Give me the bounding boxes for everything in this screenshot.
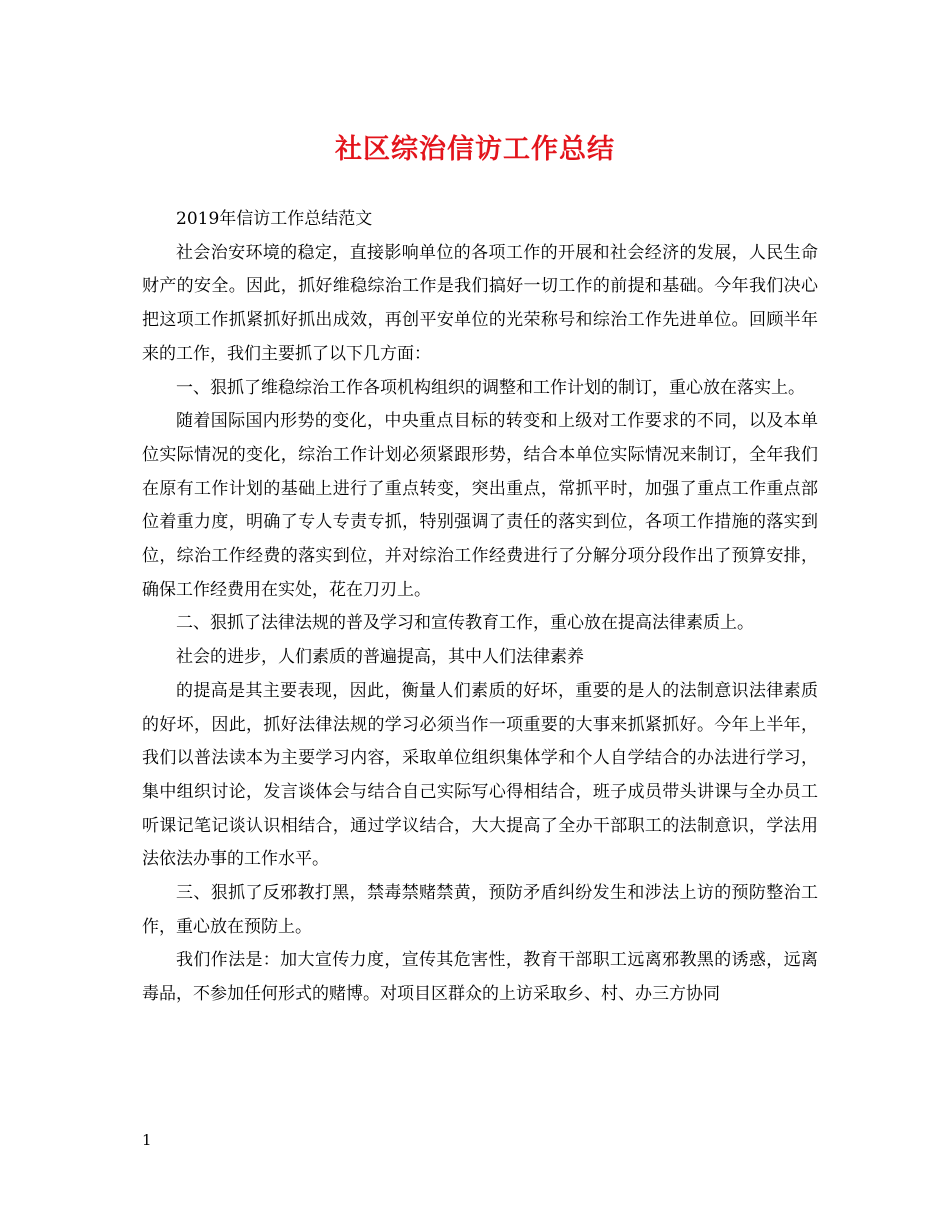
paragraph-section-3-body: 我们作法是：加大宣传力度，宣传其危害性，教育干部职工远离邪教黑的诱惑，远离毒品，不参加任何形式的赌博。对项目区群众的上访采取乡、村、办三方协同 bbox=[142, 950, 818, 1005]
document-title: 社区综治信访工作总结 bbox=[335, 134, 615, 165]
page-number: 1 bbox=[142, 1131, 152, 1149]
paragraph-section-1-heading: 一、狠抓了维稳综治工作各项机构组织的调整和工作计划的制订，重心放在落实上。 bbox=[176, 377, 805, 398]
document-body bbox=[142, 203, 818, 1012]
paragraph-section-2-body: 的提高是其主要表现，因此，衡量人们素质的好坏，重要的是人的法制意识法律素质的好坏，因此，抓好法律法规的学习必须当作一项重要的大事来抓紧抓好。今年上半年，我们以普法读本为主要学习内容，采取单位组织集体学和个人自学结合的办法进行学习，集中组织讨论，发言谈体会与结合自己实际写心得相结合，班子成员带头讲课与全办员工听课记笔记谈认识相结合，通过学议结合，大大提高了全办干部职工的法制意识，学法用法依法办事的工作水平。 bbox=[142, 680, 818, 870]
paragraph-section-2-heading: 二、狠抓了法律法规的普及学习和宣传教育工作，重心放在提高法律素质上。 bbox=[176, 613, 754, 634]
document-subtitle: 2019年信访工作总结范文 bbox=[176, 209, 373, 229]
paragraph-intro: 社会治安环境的稳定，直接影响单位的各项工作的开展和社会经济的发展，人民生命财产的安全。因此，抓好维稳综治工作是我们搞好一切工作的前提和基础。今年我们决心把这项工作抓紧抓好抓出成效，再创平安单位的光荣称号和综治工作先进单位。回顾半年来的工作，我们主要抓了以下几方面： bbox=[142, 242, 818, 364]
paragraph-section-2-lead: 社会的进步，人们素质的普遍提高，其中人们法律素养 bbox=[176, 647, 584, 668]
paragraph-section-3-heading: 三、狠抓了反邪教打黑，禁毒禁赌禁黄，预防矛盾纠纷发生和涉法上访的预防整治工作，重心放在预防上。 bbox=[142, 883, 818, 937]
paragraph-section-1-body: 随着国际国内形势的变化，中央重点目标的转变和上级对工作要求的不同，以及本单位实际情况的变化，综治工作计划必须紧跟形势，结合本单位实际情况来制订，全年我们在原有工作计划的基础上进行了重点转变，突出重点，常抓平时，加强了重点工作重点部位着重力度，明确了专人专责专抓，特别强调了责任的落实到位，各项工作措施的落实到位，综治工作经费的落实到位，并对综治工作经费进行了分解分项分段作出了预算安排，确保工作经费用在实处，花在刀刃上。 bbox=[142, 411, 818, 600]
